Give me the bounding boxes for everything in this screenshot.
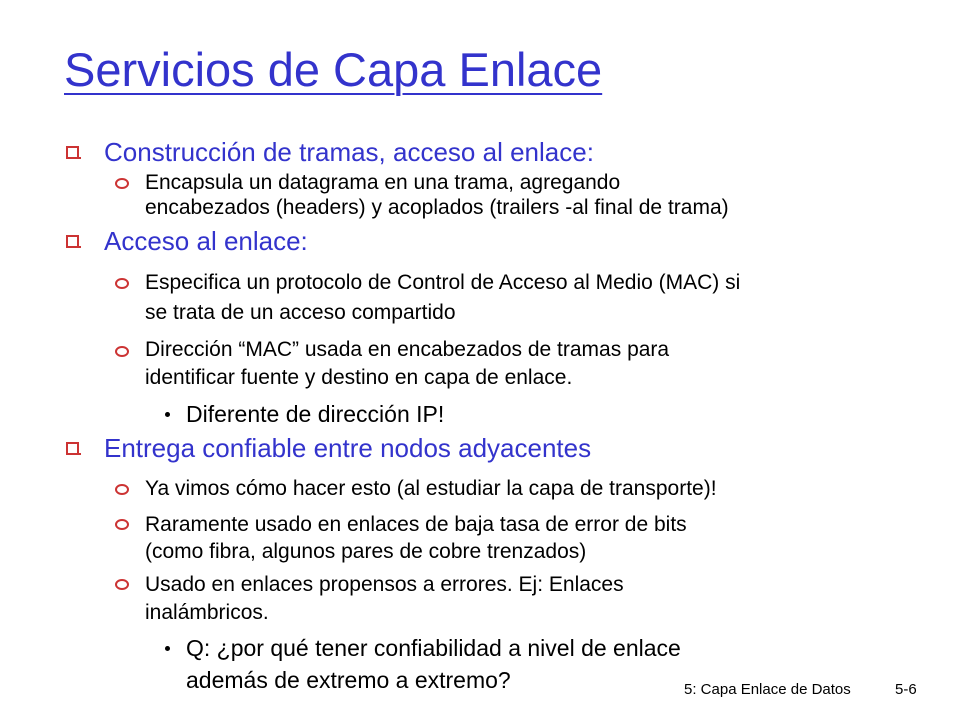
sub-bullet-line: Especifica un protocolo de Control de Acceso al Medio (MAC) si	[145, 271, 741, 294]
dot-bullet-icon	[165, 412, 170, 417]
sub-bullet-line: Dirección “MAC” usada en encabezados de tramas para	[145, 338, 670, 361]
square-bullet-icon	[66, 146, 79, 159]
sub-sub-bullet-line: además de extremo a extremo?	[186, 667, 511, 693]
sub-sub-bullet-line: Q: ¿por qué tener confiabilidad a nivel de enlace	[186, 635, 681, 661]
sub-bullet-line: Encapsula un datagrama en una trama, agregando	[145, 171, 621, 194]
sub-bullet-encapsulate	[145, 170, 729, 220]
bullet-reliable-delivery	[104, 433, 591, 464]
bullet-link-access	[104, 226, 308, 257]
sub-bullet-line: inalámbricos.	[145, 601, 269, 624]
slide-title: Servicios de Capa Enlace	[64, 43, 603, 96]
sub-bullet-line: identificar fuente y destino en capa de enlace.	[145, 366, 573, 389]
square-bullet-icon	[66, 235, 79, 248]
circle-bullet-icon	[115, 278, 129, 289]
circle-bullet-icon	[115, 579, 129, 590]
sub-bullet-line: Usado en enlaces propensos a errores. Ej: Enlaces	[145, 573, 624, 596]
sub-sub-bullet-text: Diferente de dirección IP!	[186, 401, 445, 427]
sub-bullet-line: (como fibra, algunos pares de cobre trenzados)	[145, 540, 587, 563]
sub-bullet-text: Ya vimos cómo hacer esto (al estudiar la capa de transporte)!	[145, 477, 717, 500]
sub-bullet-line: Raramente usado en enlaces de baja tasa de error de bits	[145, 513, 687, 536]
footer-page-number: 5-6	[895, 681, 917, 698]
dot-bullet-icon	[165, 646, 170, 651]
sub-bullet-transport	[145, 476, 717, 501]
circle-bullet-icon	[115, 484, 129, 495]
sub-bullet-mac-address	[145, 336, 669, 392]
circle-bullet-icon	[115, 519, 129, 530]
sub-bullet-mac-protocol	[145, 268, 740, 328]
sub-sub-bullet-question	[186, 632, 681, 696]
bullet-text: Entrega confiable entre nodos adyacentes	[104, 433, 592, 463]
bullet-text: Construcción de tramas, acceso al enlace:	[104, 137, 594, 167]
bullet-framing	[104, 137, 594, 168]
sub-bullet-line: se trata de un acceso compartido	[145, 301, 456, 324]
sub-bullet-line: encabezados (headers) y acoplados (trailers -al final de trama)	[145, 196, 729, 219]
bullet-text: Acceso al enlace:	[104, 226, 308, 256]
sub-sub-bullet-ip	[186, 398, 444, 430]
footer-chapter: 5: Capa Enlace de Datos	[684, 681, 851, 698]
sub-bullet-error-prone	[145, 571, 624, 627]
circle-bullet-icon	[115, 178, 129, 189]
sub-bullet-rarely-used	[145, 511, 687, 565]
square-bullet-icon	[66, 442, 79, 455]
circle-bullet-icon	[115, 346, 129, 357]
